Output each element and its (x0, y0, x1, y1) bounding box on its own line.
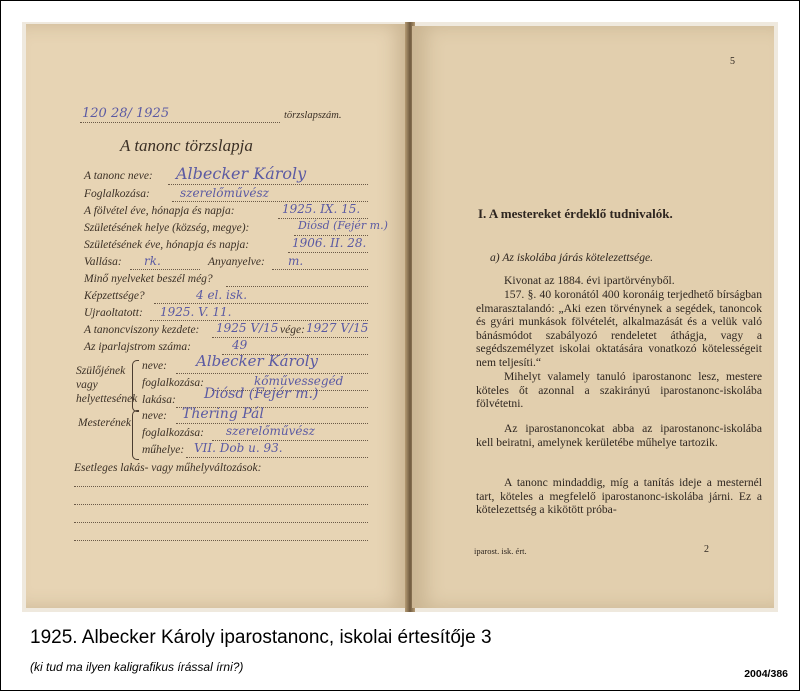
field-value-registry-number: 49 (232, 338, 248, 352)
field-value-vaccination: 1925. V. 11. (160, 305, 232, 319)
paragraph-1: Kivonat az 1884. évi ipartörvényből. (504, 274, 675, 287)
field-label-apprenticeship-end: vége: (280, 324, 305, 336)
field-value-admission-date: 1925. IX. 15. (282, 202, 361, 216)
field-value-mother-tongue: m. (288, 254, 304, 268)
parent-occupation-value: kőművessegéd (254, 374, 344, 388)
parent-occupation-label: foglalkozása: (142, 377, 204, 389)
caption: 1925. Albecker Károly iparostanonc, iskolai értesítője 3 (30, 627, 492, 648)
parent-name-value: Albecker Károly (196, 352, 319, 370)
field-label-admission-date: A fölvétel éve, hónapja és napja: (84, 205, 235, 217)
field-value-birthdate: 1906. II. 28. (292, 236, 367, 250)
field-value-birthplace: Diósd (Fejér m.) (298, 219, 388, 232)
field-label-birthplace: Születésének helye (község, megye): (84, 222, 250, 234)
master-name-value: Thering Pál (182, 406, 264, 422)
paragraph-4: Az iparostanoncokat abba az iparostanonc-iskolába kell beiratni, amelynek kerületébe műhelye tartozik. (476, 422, 762, 449)
field-label-birthdate: Születésének éve, hónapja és napja: (84, 239, 250, 251)
field-value-apprenticeship-start: 1925 V/15 (216, 321, 279, 335)
master-occupation-value: szerelőművész (226, 424, 315, 438)
footer-left: iparost. isk. ért. (474, 546, 527, 556)
left-page (26, 24, 410, 608)
field-value-occupation: szerelőművész (180, 186, 269, 200)
right-page (412, 26, 774, 608)
master-name-label: neve: (142, 410, 167, 422)
footer-right: 2 (704, 544, 709, 555)
parent-name-label: neve: (142, 360, 167, 372)
field-label-vaccination: Ujraoltatott: (84, 307, 143, 319)
field-label-name: A tanonc neve: (84, 170, 153, 182)
master-workshop-label: műhelye: (142, 444, 185, 456)
master-occupation-label: foglalkozása: (142, 427, 204, 439)
field-value-education: 4 el. isk. (196, 288, 248, 302)
field-label-registry-number: Az iparlajstrom száma: (84, 341, 191, 353)
page-number: 5 (730, 56, 735, 67)
master-group-label: Mesterének (78, 417, 131, 429)
subcaption: (ki tud ma ilyen kaligrafikus írással írni?) (30, 660, 244, 674)
field-value-religion: rk. (144, 254, 161, 268)
paragraph-3: Mihelyt valamely tanuló iparostanonc lesz, mestere köteles őt azonnal a szakirányú iparostanonc-iskolába fölvétetni. (476, 370, 762, 411)
booklet-photo (22, 22, 778, 612)
section-heading: I. A mestereket érdeklő tudnivalók. (478, 206, 673, 221)
form-title: A tanonc törzslapja (120, 136, 253, 155)
field-label-languages: Minő nyelveket beszél még? (84, 273, 213, 285)
changes-label: Esetleges lakás- vagy műhelyváltozások: (74, 462, 262, 474)
field-label-mother-tongue: Anyanyelve: (208, 256, 265, 268)
master-brace (132, 410, 139, 460)
parent-group-label: Szülőjének vagy helyettesének (76, 365, 138, 405)
registry-number-label: törzslapszám. (284, 110, 342, 121)
parent-address-label: lakása: (142, 394, 176, 406)
field-value-apprenticeship-end: 1927 V/15 (306, 321, 369, 335)
parent-address-value: Diósd (Fejér m.) (204, 386, 319, 402)
field-label-apprenticeship-start: A tanoncviszony kezdete: (84, 324, 200, 336)
field-label-education: Képzettsége? (84, 290, 145, 302)
inventory-number: 2004/386 (744, 668, 788, 680)
field-value-name: Albecker Károly (176, 164, 307, 183)
section-subheading: a) Az iskolába járás kötelezettsége. (490, 251, 654, 264)
paragraph-2: 157. §. 40 koronától 400 koronáig terjedhető bírságban elmarasztalandó: „Aki ezen törvénynek a segédek, tanoncok és gyári munkások fölvételét, alkalmazását és a velük való bánásmódot szabályozó rendeletet áthágja, vagy a segédszemélyzet iskolai oktatására vonatkozó kötelességeit nem teljesíti.“ (476, 288, 762, 369)
registry-number-handwritten: 120 28/ 1925 (82, 106, 170, 121)
parent-brace (132, 360, 139, 412)
master-workshop-value: VII. Dob u. 93. (194, 441, 283, 455)
field-label-occupation: Foglalkozása: (84, 188, 150, 200)
field-label-religion: Vallása: (84, 256, 122, 268)
paragraph-5: A tanonc mindaddig, míg a tanítás ideje a mesternél tart, köteles a megfelelő iparostanonc-iskolába járni. Ez a kötelezettség a kikötött próba- (476, 476, 762, 517)
